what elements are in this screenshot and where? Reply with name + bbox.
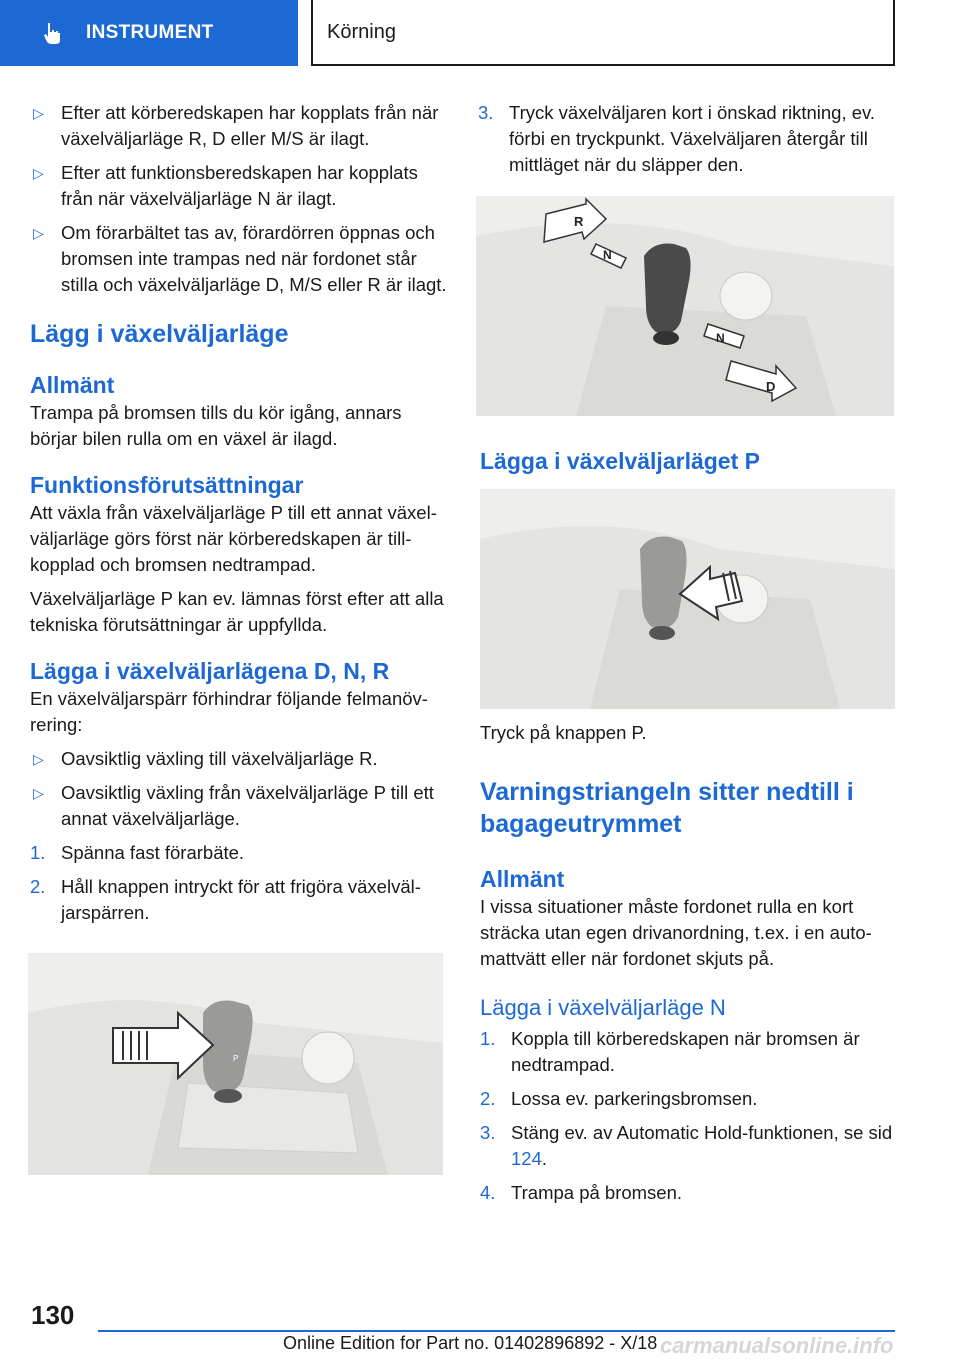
list-item — [30, 780, 450, 832]
step-text: Lossa ev. parkeringsbromsen. — [511, 1088, 758, 1109]
step-number: 1. — [30, 842, 46, 863]
section-heading: Lägg i växelväljarläge — [30, 320, 289, 348]
hand-pointer-icon — [40, 20, 66, 46]
step-list-continued — [478, 100, 902, 178]
triangle-bullet-icon: ▷ — [33, 785, 44, 801]
footer-divider — [98, 1330, 895, 1332]
step-text: Trampa på bromsen. — [511, 1182, 683, 1203]
step-text: Håll knappen intryckt för att frigöra växelväl-jarspärren. — [61, 876, 421, 923]
step-item — [30, 874, 450, 926]
step-item — [480, 1180, 900, 1206]
step-text — [511, 1120, 900, 1172]
section-heading-warning-triangle: Varningstriangeln sitter nedtill i bagageutrymmet — [480, 778, 854, 838]
neutral-step-list — [480, 1026, 900, 1206]
illustration-gear-directions — [476, 196, 894, 416]
triangle-bullet-icon: ▷ — [33, 105, 44, 121]
gear-r-label: R — [574, 214, 584, 229]
right-column — [478, 100, 902, 186]
list-item — [30, 220, 450, 298]
watermark: carmanualsonline.info — [660, 1333, 894, 1358]
step-text-after: . — [541, 1148, 548, 1169]
page-number: 130 — [31, 1300, 75, 1330]
list-item-text: Oavsiktlig växling från växelväljarläge P till ett annat växelväljarläge. — [61, 782, 434, 829]
subheading-neutral: Lägga i växelväljarläge N — [480, 995, 726, 1020]
step-number: 3. — [480, 1122, 496, 1143]
illustration-park-button — [480, 489, 895, 709]
triangle-bullet-icon: ▷ — [33, 751, 44, 767]
list-item — [30, 746, 450, 772]
step-number: 1. — [480, 1028, 496, 1049]
prerequisites-paragraph: Att växla från växelväljarläge P till ett annat växel-väljarläge görs först när körberedskapen är till-kopplad och bromsen nedtrampad. — [30, 502, 437, 575]
step-item — [480, 1026, 900, 1078]
step-item — [480, 1086, 900, 1112]
gear-n-bottom-label: N — [716, 331, 725, 345]
dnr-paragraph: En växelväljarspärr förhindrar följande felmanöv-rering: — [30, 688, 428, 735]
step-item — [478, 100, 902, 178]
step-number: 2. — [30, 876, 46, 897]
list-item — [30, 100, 450, 152]
subheading-dnr: Lägga i växelväljarlägena D, N, R — [30, 658, 390, 684]
list-item-text: Efter att funktionsberedskapen har kopplats från när växelväljarläge N är ilagt. — [61, 162, 418, 209]
step-number: 2. — [480, 1088, 496, 1109]
footer-edition: Online Edition for Part no. 01402896892 - X/18 — [283, 1333, 658, 1353]
step-number: 4. — [480, 1182, 496, 1203]
subheading-general-right: Allmänt — [480, 866, 565, 892]
step-number: 3. — [478, 102, 494, 123]
list-item-text: Oavsiktlig växling till växelväljarläge R. — [61, 748, 378, 769]
step-text: Tryck växelväljaren kort i önskad riktning, ev. förbi en tryckpunkt. Växelväljaren återgår till mittläget när du släpper den. — [509, 102, 876, 175]
step-text-before: Stäng ev. av Automatic Hold-funktionen, se sid — [511, 1122, 893, 1143]
list-item-text: Om förarbältet tas av, förardörren öppnas och bromsen inte trampas ned när fordonet står stilla och växelväljarläge D, M/S eller R är ilagt. — [61, 222, 447, 295]
step-item — [480, 1120, 900, 1172]
bullet-list-top — [30, 100, 450, 298]
right-section-p — [480, 446, 900, 476]
subheading-general: Allmänt — [30, 372, 115, 398]
subheading-park: Lägga i växelväljarläget P — [480, 448, 760, 474]
section-tab[interactable] — [0, 0, 298, 66]
general-paragraph: Trampa på bromsen tills du kör igång, annars börjar bilen rulla om en växel är ilagd. — [30, 402, 402, 449]
knob-p-label: P — [233, 1054, 239, 1063]
page-header — [0, 0, 960, 66]
right-column-lower — [480, 720, 900, 1214]
park-paragraph: Tryck på knappen P. — [480, 722, 647, 743]
gear-n-top-label: N — [603, 248, 612, 262]
list-item — [30, 160, 450, 212]
prerequisites-paragraph-2: Växelväljarläge P kan ev. lämnas först efter att alla tekniska förutsättningar är uppfyllda. — [30, 588, 444, 635]
page-reference-link[interactable]: 124 — [511, 1148, 542, 1169]
left-column — [30, 100, 450, 934]
subheading-prerequisites: Funktionsförutsättningar — [30, 472, 304, 498]
step-text: Koppla till körberedskapen när bromsen är nedtrampad. — [511, 1028, 860, 1075]
dnr-bullet-list — [30, 746, 450, 926]
step-item — [30, 840, 450, 866]
general-paragraph-right: I vissa situationer måste fordonet rulla en kort sträcka utan egen drivanordning, t.ex. i en auto-mattvätt eller när fordonet skjuts på. — [480, 896, 872, 969]
illustration-unlock-button — [28, 953, 443, 1175]
list-item-text: Efter att körberedskapen har kopplats från när växelväljarläge R, D eller M/S är ilagt. — [61, 102, 439, 149]
step-text: Spänna fast förarbäte. — [61, 842, 245, 863]
triangle-bullet-icon: ▷ — [33, 225, 44, 241]
chapter-tab-label: Körning — [327, 20, 396, 43]
chapter-tab[interactable] — [311, 0, 895, 66]
triangle-bullet-icon: ▷ — [33, 165, 44, 181]
section-tab-label: INSTRUMENT — [86, 22, 214, 43]
gear-d-label: D — [766, 379, 776, 394]
